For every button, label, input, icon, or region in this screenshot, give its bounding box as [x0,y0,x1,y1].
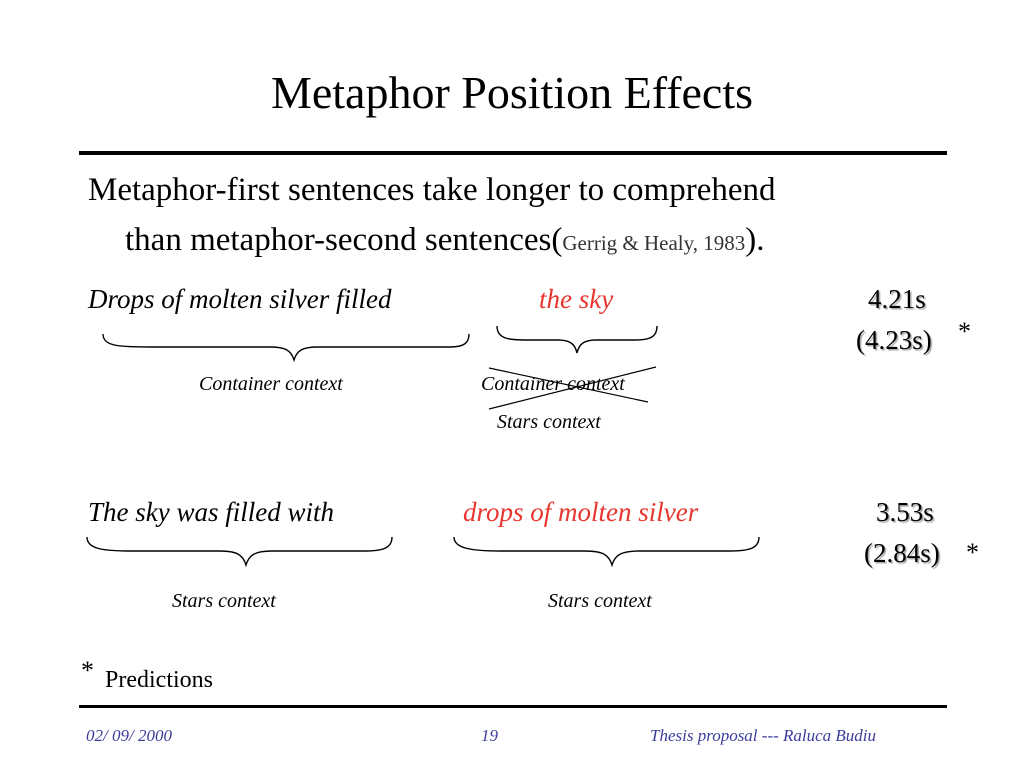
example2-metaphor-phrase: drops of molten silver [463,497,699,527]
predictions-label: Predictions [105,667,213,693]
example2-topic-phrase: The sky was filled with [88,497,334,527]
example2-reading-time: 3.53s [876,497,934,527]
brace-example1-left [103,334,469,360]
brace-example1-right [497,326,657,353]
strike-line-1 [489,368,648,402]
example2-context-right: Stars context [548,590,652,612]
citation: Gerrig & Healy, 1983 [562,231,746,255]
example2-context-left: Stars context [172,590,276,612]
brace-example2-left [87,537,392,565]
footer-page-number: 19 [481,726,498,745]
body-text-line-1: Metaphor-first sentences take longer to comprehend [88,172,776,208]
example1-topic-phrase: the sky [539,284,614,314]
footer-divider [79,705,947,708]
example1-reading-time: 4.21s [868,284,926,314]
example2-reading-time-secondary: (2.84s) [864,538,940,568]
body-text-line-2-suffix: ). [745,222,765,258]
example1-context-right: Stars context [497,411,601,433]
predictions-asterisk: * [81,656,94,685]
slide-title: Metaphor Position Effects [270,67,754,118]
example2-prediction-asterisk: * [966,538,979,567]
example1-prediction-asterisk: * [958,317,971,346]
example1-context-right-crossed: Container context [481,373,625,395]
example1-context-left: Container context [199,373,343,395]
footer-author: Thesis proposal --- Raluca Budiu [650,726,877,745]
example1-metaphor-phrase: Drops of molten silver filled [88,284,392,314]
footer-date: 02/ 09/ 2000 [86,726,172,745]
body-text-line-2-prefix: than metaphor-second sentences( [125,222,563,258]
brace-example2-right [454,537,759,565]
example1-reading-time-secondary: (4.23s) [856,325,932,355]
